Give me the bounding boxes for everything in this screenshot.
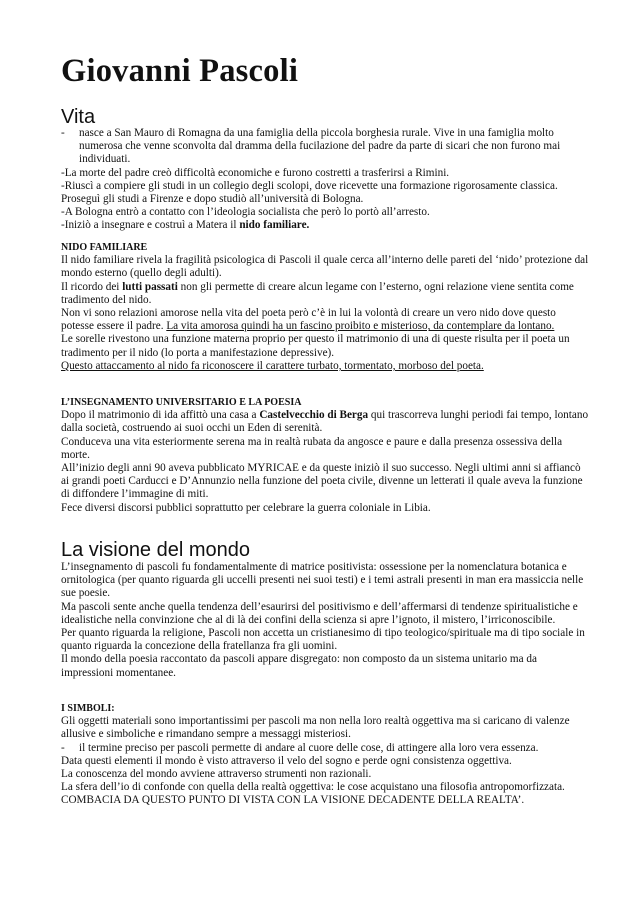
subsection-simboli: [61, 702, 589, 808]
paragraph: Data questi elementi il mondo è visto attraverso il velo del sogno e perde ogni consistenza oggettiva.: [61, 754, 512, 767]
subsection-nido-familiare: [61, 241, 589, 373]
subsection-insegnamento: [61, 396, 589, 515]
paragraph: Le sorelle rivestono una funzione materna proprio per questo il matrimonio di una di queste risulta per il poeta un tradimento per il nido (lo porta a manifestazione depressive).: [61, 333, 570, 359]
paragraph-caps: COMBACIA DA QUESTO PUNTO DI VISTA CON LA VISIONE DECADENTE DELLA REALTA’.: [61, 794, 525, 807]
paragraph: La conoscenza del mondo avviene attraverso strumenti non razionali.: [61, 768, 372, 781]
paragraph: Gli oggetti materiali sono importantissimi per pascoli ma non nella loro realtà oggettiva ma si caricano di valenze allusive e simboliche e rimandano sempre a messaggi misteriosi.: [61, 715, 570, 741]
vita-line: -Iniziò a insegnare e costruì a Matera il nido familiare.: [61, 219, 310, 232]
bullet-dash: -: [61, 741, 65, 754]
vita-line: -Riuscì a compiere gli studi in un collegio degli scolopi, dove ricevette una formazione rigorosamente classica. Proseguì gli studi a Firenze e dopo studiò all’università di Bologna.: [61, 179, 558, 206]
paragraph: Il ricordo dei lutti passati non gli permette di creare alcun legame con l’esterno, ogni relazione viene sentita come tradimento del nido.: [61, 280, 574, 306]
section-heading-vita: Vita: [61, 106, 96, 128]
paragraph: Il nido familiare rivela la fragilità psicologica di Pascoli il quale cerca all’interno delle pareti del ‘nido’ protezione dal mondo esterno (quello degli adulti).: [61, 254, 589, 280]
paragraph: Fece diversi discorsi pubblici soprattutto per celebrare la guerra coloniale in Libia.: [61, 501, 431, 514]
paragraph: Conduceva una vita esteriormente serena ma in realtà rubata da angosce e paure e dalla presenza ossessiva della morte.: [61, 435, 563, 461]
document-title: Giovanni Pascoli: [61, 53, 299, 89]
section-visione-body: [61, 561, 589, 680]
section-heading-visione: La visione del mondo: [61, 539, 251, 561]
paragraph: All’inizio degli anni 90 aveva pubblicato MYRICAE e da queste iniziò il suo successo. Negli ultimi anni si affiancò ai grandi poeti Carducci e D’Annunzio nella funzione del poeta civile, divenne un letterati il quale aveva la funzione di diffondere l’immagine di miti.: [61, 462, 583, 501]
paragraph: Per quanto riguarda la religione, Pascoli non accetta un cristianesimo di tipo teologico/spirituale ma di tipo sociale in quanto riguarda la concezione della fratellanza fra gli uomini.: [61, 627, 585, 653]
paragraph: La sfera dell’io di confonde con quella della realtà oggettiva: le cose acquistano una filosofia antropomorfizzata.: [61, 781, 565, 794]
emphasis-nido-familiare: nido familiare.: [239, 219, 310, 232]
paragraph-underlined: Questo attaccamento al nido fa riconoscere il carattere turbato, tormentato, morboso del poeta.: [61, 359, 484, 372]
paragraph: Ma pascoli sente anche quella tendenza dell’esaurirsi del positivismo e dell’affermarsi di tendenze spiritualistiche e idealistiche nella convinzione che al di là dei confini della scienza si apre l’ignoto, il mistero, l’irriconoscibile.: [61, 600, 578, 626]
paragraph: L’insegnamento di pascoli fu fondamentalmente di matrice positivista: ossessione per la nomenclatura botanica e ornitologica (per quanto riguarda gli uccelli presenti nei suoi testi) e i temi astrali presenti in man era massiccia nelle sue poesie.: [61, 561, 584, 600]
paragraph: Non vi sono relazioni amorose nella vita del poeta però c’è in lui la volontà di creare un vero nido dove questo potesse essere il padre. La vita amorosa quindi ha un fascino proibito e misterioso, da contemplare da lontano.: [61, 307, 556, 333]
simboli-bullet: - il termine preciso per pascoli permette di andare al cuore delle cose, di attingere alla loro vera essenza.: [61, 741, 539, 754]
paragraph: Dopo il matrimonio di ida affittò una casa a Castelvecchio di Berga qui trascorreva lunghi periodi fai tempo, lontano dalla società, costruendo ai suoi occhi un Eden di serenità.: [61, 409, 589, 435]
bullet-dash: -: [61, 127, 65, 139]
vita-line: -A Bologna entrò a contatto con l’ideologia socialista che però lo portò all’arresto.: [61, 206, 430, 219]
subheading-insegnamento: L’INSEGNAMENTO UNIVERSITARIO E LA POESIA: [61, 397, 302, 408]
section-vita-body: [61, 127, 589, 233]
paragraph: Il mondo della poesia raccontato da pascoli appare disgregato: non composto da un sistema unitario ma da impressioni momentanee.: [61, 653, 537, 679]
vita-bullet: - nasce a San Mauro di Romagna da una famiglia della piccola borghesia rurale. Vive in una famiglia molto numerosa che venne sconvolta dal dramma della fucilazione del padre da parte di sicari che non furono mai individuati.: [61, 127, 561, 166]
subheading-simboli: I SIMBOLI:: [61, 703, 115, 714]
subheading-nido-familiare: NIDO FAMILIARE: [61, 242, 148, 253]
vita-line: -La morte del padre creò difficoltà economiche e furono costretti a trasferirsi a Rimini.: [61, 166, 450, 179]
